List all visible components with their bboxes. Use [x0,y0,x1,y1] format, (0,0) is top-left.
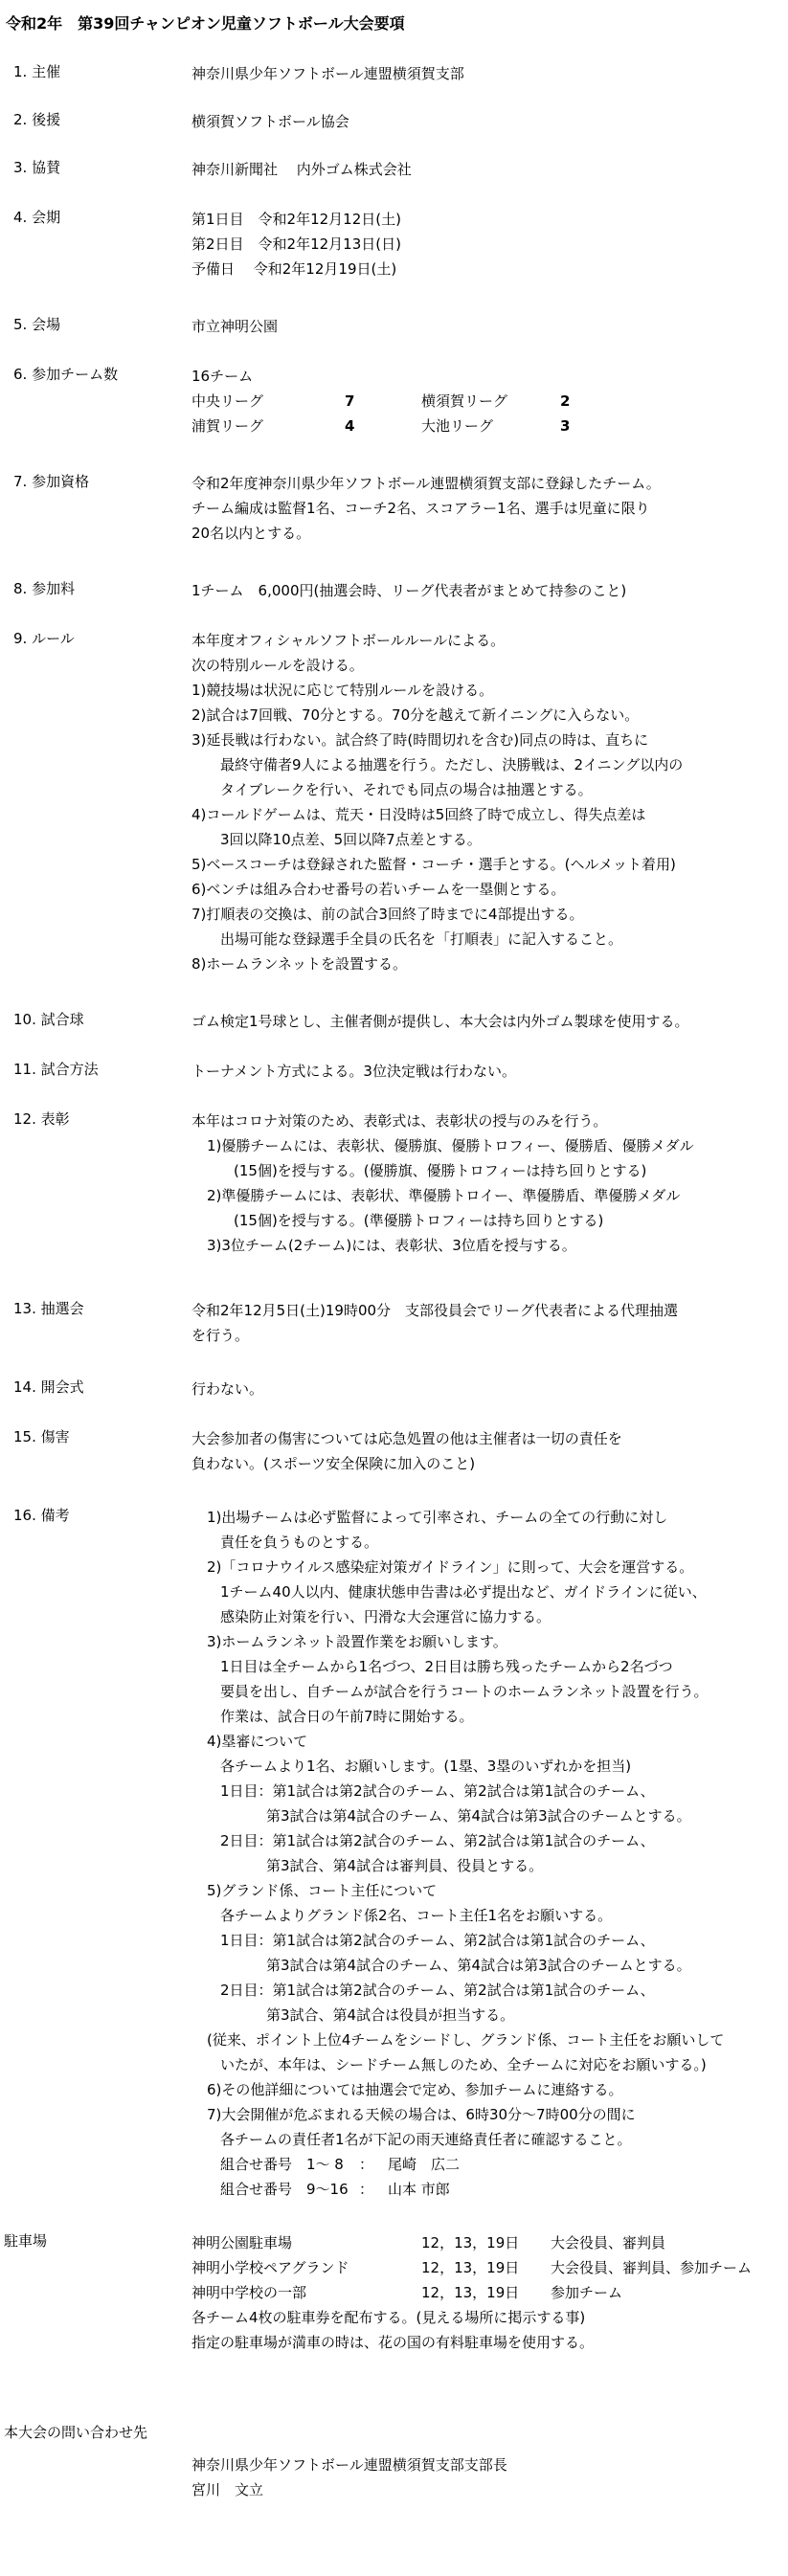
league-count: 7 [345,392,355,410]
parking-place: 神明小学校ペアグランド [191,2259,349,2276]
period-line: 第1日目 令和2年12月12日(土) [191,211,401,228]
league-count: 3 [560,417,571,435]
note-line: 1日目：第1試合は第2試合のチーム、第2試合は第1試合のチーム、 [220,1782,655,1800]
rule-line: 出場可能な登録選手全員の氏名を「打順表」に記入すること。 [220,930,623,948]
section-value: 神奈川県少年ソフトボール連盟横須賀支部 [191,65,464,82]
rule-line: 1)競技場は状況に応じて特別ルールを設ける。 [191,682,494,699]
award-line: 2)準優勝チームには、表彰状、準優勝トロイー、準優勝盾、準優勝メダル [207,1187,681,1204]
parking-place: 神明中学校の一部 [191,2284,307,2301]
rule-line: 本年度オフィシャルソフトボールルールによる。 [191,632,506,649]
note-line: 要員を出し、自チームが試合を行うコートのホームランネット設置を行う。 [220,1683,709,1700]
rule-line: 6)ベンチは組み合わせ番号の若いチームを一塁側とする。 [191,881,566,898]
contact-name: 尾崎 広二 [388,2156,461,2173]
league-row [191,414,776,438]
section-label: 3. 協賛 [13,159,61,176]
section-label: 1. 主催 [13,63,61,80]
section-label: 8. 参加料 [13,580,76,597]
note-line: 第3試合は第4試合のチーム、第4試合は第3試合のチームとする。 [266,1807,691,1825]
note-line: 各チームの責任者1名が下記の雨天連絡責任者に確認すること。 [220,2131,632,2148]
section-label: 15. 傷害 [13,1428,70,1445]
note-line: 第3試合は第4試合のチーム、第4試合は第3試合のチームとする。 [266,1957,691,1974]
period-line: 予備日 令和2年12月19日(土) [191,260,397,278]
note-line: 2日目：第1試合は第2試合のチーム、第2試合は第1試合のチーム、 [220,1982,655,1999]
section-label: 12. 表彰 [13,1110,70,1128]
award-line: 3)3位チーム(2チーム)には、表彰状、3位盾を授与する。 [207,1237,576,1254]
lottery-line: を行う。 [191,1327,250,1344]
section-label: 7. 参加資格 [13,473,90,490]
award-line: 本年はコロナ対策のため、表彰式は、表彰状の授与のみを行う。 [191,1112,608,1130]
note-line: (従来、ポイント上位4チームをシードし、グランド係、コート主任をお願いして [207,2031,725,2049]
section-value: 神奈川新聞社 内外ゴム株式会社 [191,161,412,178]
section-label: 6. 参加チーム数 [13,366,119,383]
league-name: 中央リーグ [191,392,264,410]
contact-range: 組合せ番号 1～ 8 [220,2156,344,2173]
rule-line: 次の特別ルールを設ける。 [191,657,364,674]
eligibility-line: 20名以内とする。 [191,525,311,542]
league-name: 大池リーグ [421,417,494,435]
note-line: 2日目：第1試合は第2試合のチーム、第2試合は第1試合のチーム、 [220,1832,655,1849]
note-line: 作業は、試合日の午前7時に開始する。 [220,1708,474,1725]
inquiry-line: 神奈川県少年ソフトボール連盟横須賀支部支部長 [191,2456,507,2474]
note-line: 1日目：第1試合は第2試合のチーム、第2試合は第1試合のチーム、 [220,1932,655,1949]
league-row [191,389,776,414]
parking-dates: 12，13，19日 [421,2284,520,2301]
note-line: 5)グランド係、コート主任について [207,1882,438,1899]
parking-row [191,2280,776,2305]
league-count: 4 [345,417,355,435]
parking-dates: 12，13，19日 [421,2234,520,2251]
contact-sep: ： [359,2181,374,2198]
note-line: 1日目は全チームから1名づつ、2日目は勝ち残ったチームから2名づつ [220,1658,673,1675]
injury-line: 負わない。(スポーツ安全保険に加入のこと) [191,1455,476,1472]
note-line: 2)「コロナウイルス感染症対策ガイドライン」に則って、大会を運営する。 [207,1558,694,1576]
parking-row [191,2230,776,2255]
contact-row [191,2177,776,2202]
injury-line: 大会参加者の傷害については応急処置の他は主催者は一切の責任を [191,1430,622,1447]
section-label: 2. 後援 [13,111,61,128]
section-label: 11. 試合方法 [13,1061,99,1078]
rule-line: 7)打順表の交換は、前の試合3回終了時までに4部提出する。 [191,906,584,923]
parking-users: 大会役員、審判員、参加チーム [551,2259,753,2276]
inquiry-line: 宮川 文立 [191,2481,264,2498]
contact-name: 山本 市郎 [388,2181,450,2198]
eligibility-line: チーム編成は監督1名、コーチ2名、スコアラー1名、選手は児童に限り [191,500,650,517]
page-title: 令和2年 第39回チャンピオン児童ソフトボール大会要項 [6,14,405,33]
note-line: 3)ホームランネット設置作業をお願いします。 [207,1633,507,1650]
section-value: 横須賀ソフトボール協会 [191,113,349,130]
rule-line: 3回以降10点差、5回以降7点差とする。 [220,831,482,848]
note-line: 各チームよりグランド係2名、コート主任1名をお願いする。 [220,1907,613,1924]
section-value: トーナメント方式による。3位決定戦は行わない。 [191,1063,516,1080]
note-line: 6)その他詳細については抽選会で定め、参加チームに連絡する。 [207,2081,623,2098]
note-line: 第3試合、第4試合は審判員、役員とする。 [266,1857,544,1874]
section-label: 9. ルール [13,630,75,647]
award-line: 1)優勝チームには、表彰状、優勝旗、優勝トロフィー、優勝盾、優勝メダル [207,1137,694,1154]
contact-row [191,2152,776,2177]
section-label: 4. 会期 [13,209,61,226]
parking-note: 指定の駐車場が満車の時は、花の国の有料駐車場を使用する。 [191,2334,595,2351]
note-line: 第3試合、第4試合は役員が担当する。 [266,2006,515,2024]
section-value: 行わない。 [191,1380,264,1398]
section-value: ゴム検定1号球とし、主催者側が提供し、本大会は内外ゴム製球を使用する。 [191,1013,689,1030]
award-line: (15個)を授与する。(優勝旗、優勝トロフィーは持ち回りとする) [234,1162,647,1179]
contact-sep: ： [359,2156,374,2173]
note-line: 4)塁審について [207,1733,308,1750]
note-line: 7)大会開催が危ぶまれる天候の場合は、6時30分～7時00分の間に [207,2106,636,2123]
note-line: 各チームより1名、お願いします。(1塁、3塁のいずれかを担当) [220,1758,632,1775]
section-label: 本大会の問い合わせ先 [4,2424,148,2441]
parking-users: 大会役員、審判員 [551,2234,666,2251]
section-label: 10. 試合球 [13,1011,84,1028]
award-line: (15個)を授与する。(準優勝トロフィーは持ち回りとする) [234,1212,604,1229]
section-label: 16. 備考 [13,1507,70,1524]
rule-line: 2)試合は7回戦、70分とする。70分を越えて新イニングに入らない。 [191,706,640,724]
league-name: 横須賀リーグ [421,392,508,410]
note-line: 感染防止対策を行い、円滑な大会運営に協力する。 [220,1608,552,1625]
rule-line: 3)延長戦は行わない。試合終了時(時間切れを含む)同点の時は、直ちに [191,731,649,749]
note-line: 1チーム40人以内、健康状態申告書は必ず提出など、ガイドラインに従い、 [220,1583,707,1601]
lottery-line: 令和2年12月5日(土)19時00分 支部役員会でリーグ代表者による代理抽選 [191,1302,679,1319]
league-name: 浦賀リーグ [191,417,264,435]
contact-range: 組合せ番号 9～16 [220,2181,349,2198]
note-line: 責任を負うものとする。 [220,1534,379,1551]
rule-line: タイブレークを行い、それでも同点の場合は抽選とする。 [220,781,593,798]
note-line: いたが、本年は、シードチーム無しのため、全チームに対応をお願いする。) [220,2056,707,2073]
section-value: 1チーム 6,000円(抽選会時、リーグ代表者がまとめて持参のこと) [191,582,627,599]
parking-users: 参加チーム [551,2284,623,2301]
section-value: 16チーム [191,368,254,385]
section-label: 14. 開会式 [13,1378,84,1396]
parking-row [191,2255,776,2280]
rule-line: 5)ベースコーチは登録された監督・コーチ・選手とする。(ヘルメット着用) [191,856,676,873]
period-line: 第2日目 令和2年12月13日(日) [191,235,401,253]
section-label: 駐車場 [4,2232,48,2250]
rule-line: 8)ホームランネットを設置する。 [191,955,407,973]
parking-dates: 12，13，19日 [421,2259,520,2276]
parking-note: 各チーム4枚の駐車券を配布する。(見える場所に掲示する事) [191,2309,586,2326]
rule-line: 最終守備者9人による抽選を行う。ただし、決勝戦は、2イニング以内の [220,756,684,773]
parking-place: 神明公園駐車場 [191,2234,293,2251]
note-line: 1)出場チームは必ず監督によって引率され、チームの全ての行動に対し [207,1509,668,1526]
section-label: 13. 抽選会 [13,1300,84,1317]
rule-line: 4)コールドゲームは、荒天・日没時は5回終了時で成立し、得失点差は [191,806,646,823]
section-label: 5. 会場 [13,316,61,333]
section-value: 市立神明公園 [191,318,279,335]
league-count: 2 [560,392,571,410]
eligibility-line: 令和2年度神奈川県少年ソフトボール連盟横須賀支部に登録したチーム。 [191,475,661,492]
